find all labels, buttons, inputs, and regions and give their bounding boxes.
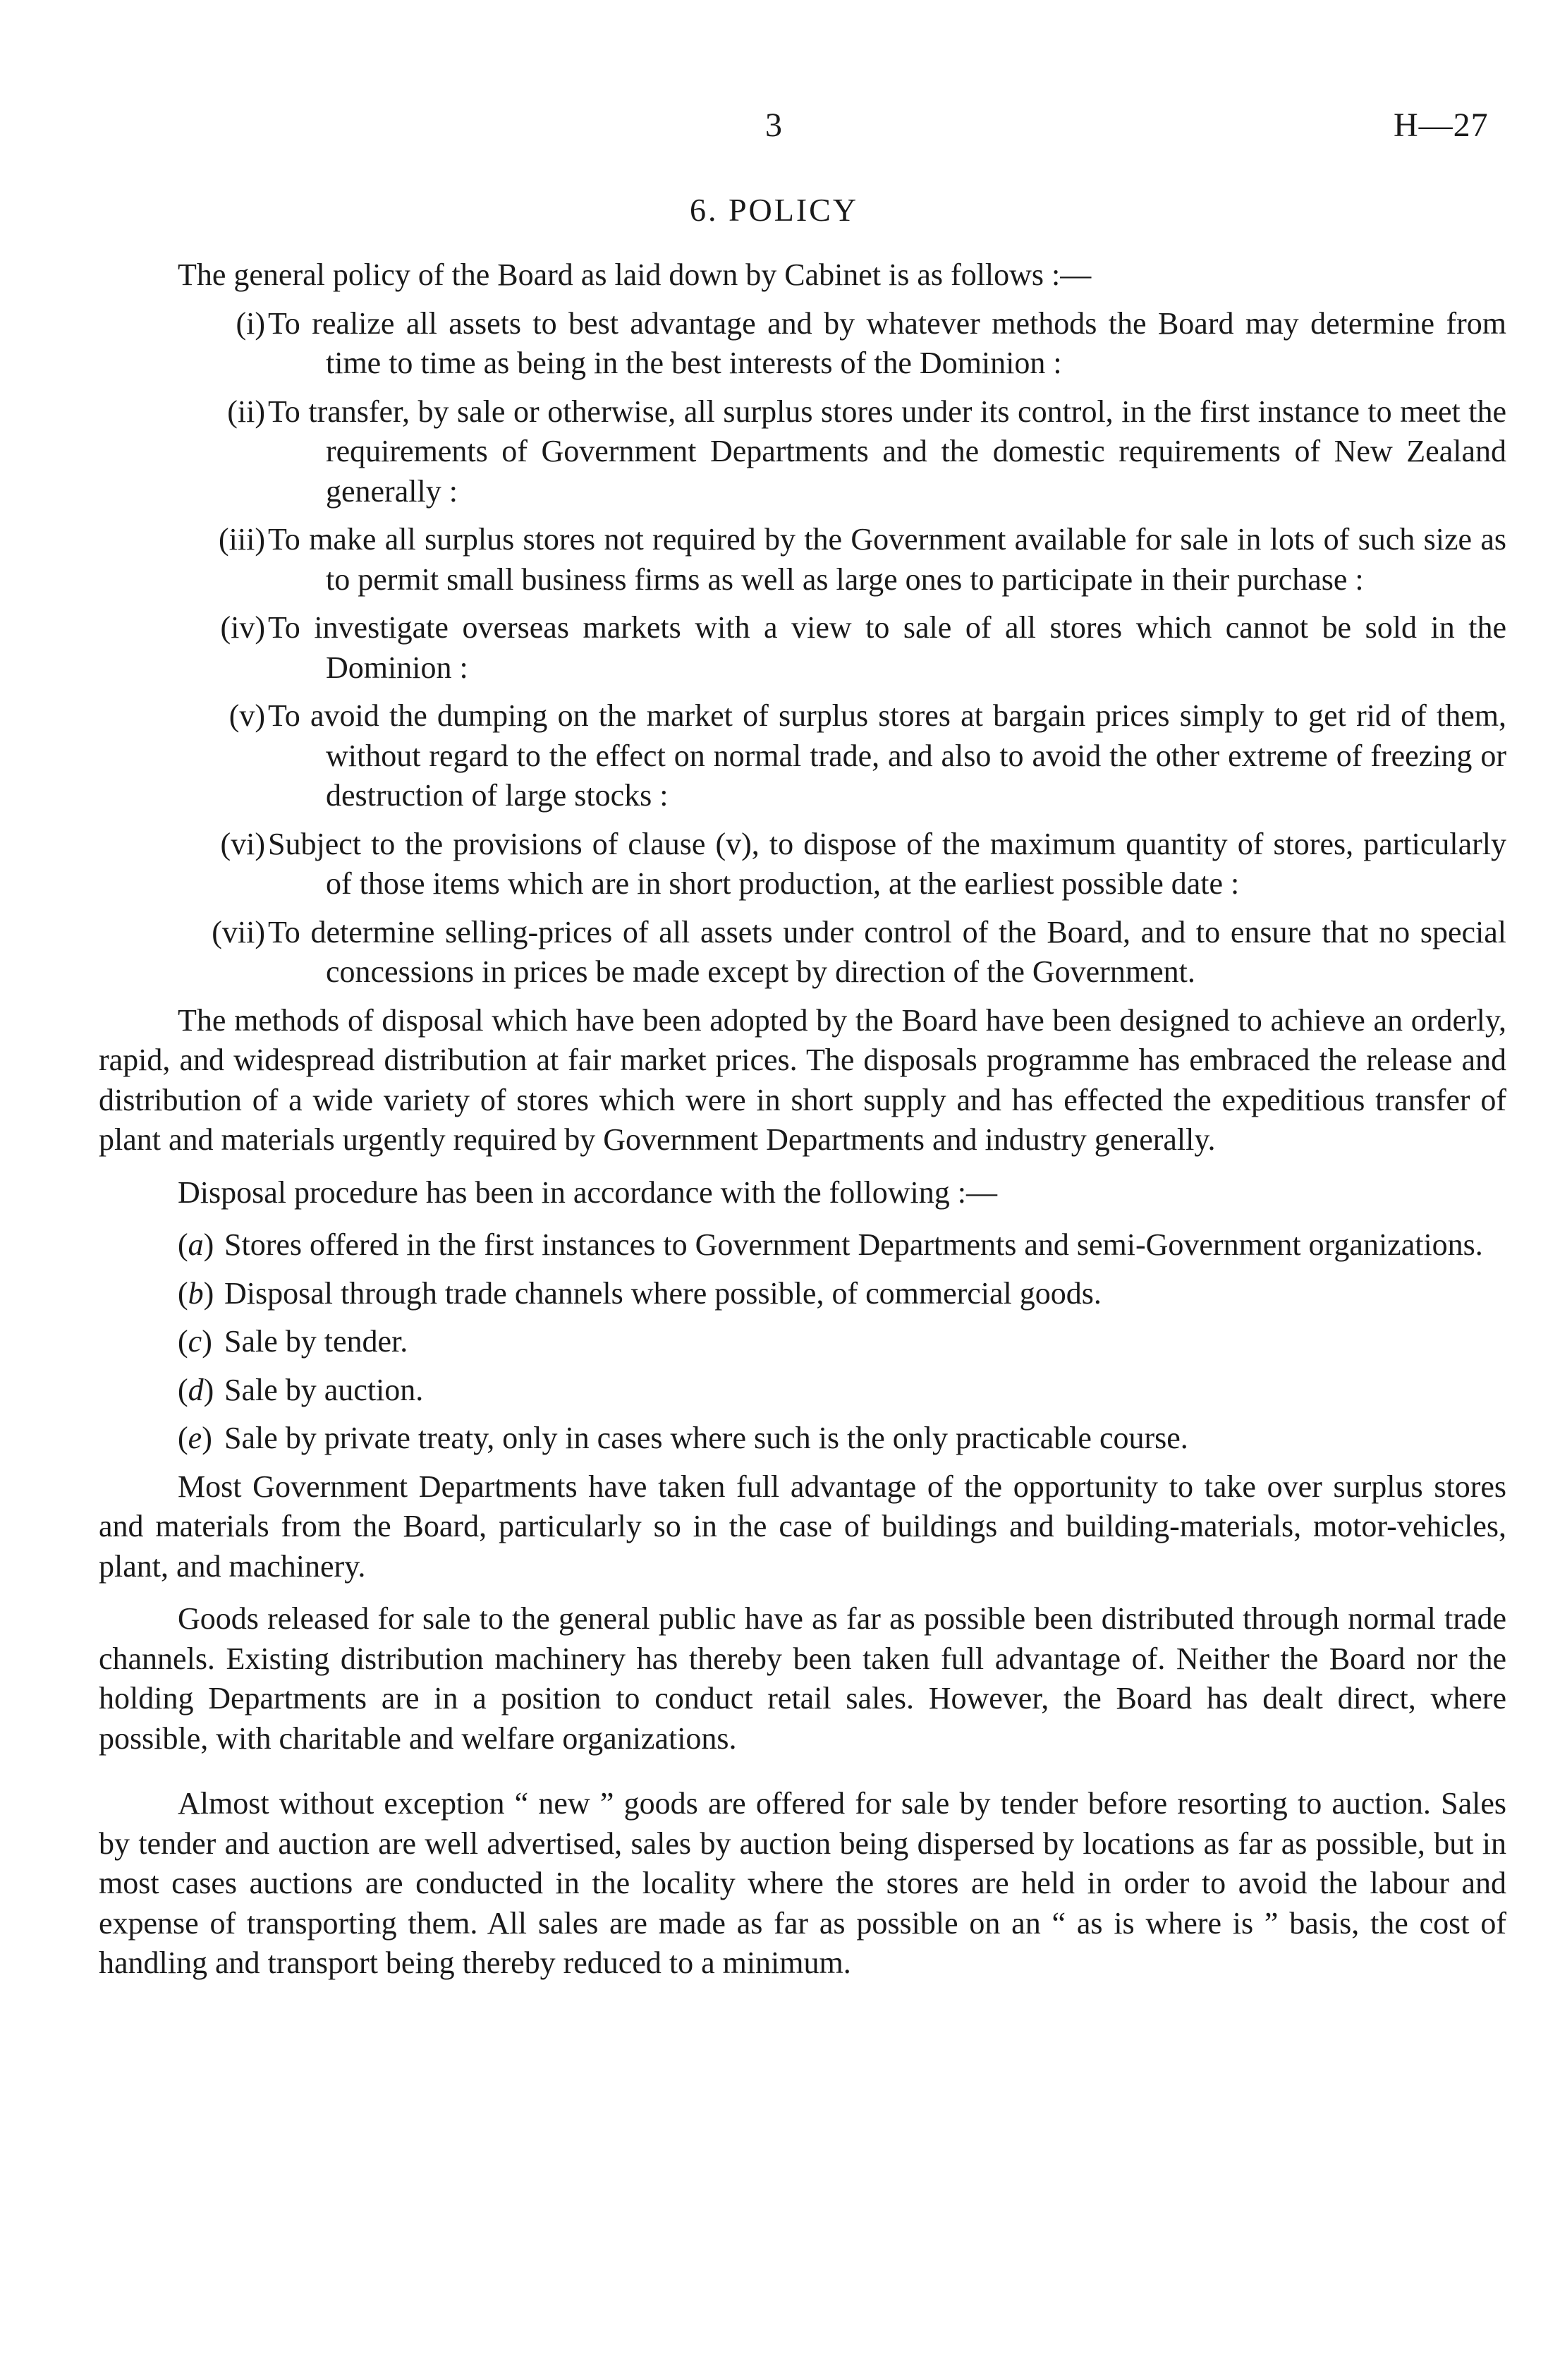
procedure-item-a [99,1225,1506,1265]
policy-item-vi [99,825,1506,904]
policy-item-number: (vii) [212,914,265,949]
procedure-item-text: Stores offered in the first instances to Government Departments and semi-Government organizations. [224,1227,1483,1262]
procedure-item-letter: (e) [178,1421,212,1455]
paragraph-tender: Almost without exception “ new ” goods are offered for sale by tender before resorting to auction. Sales by tender and auction are well advertised, sales by auction being dispersed by locations as far as possible, but in most cases auctions are conducted in the locality where the stores are held in order to avoid the labour and expense of transporting them. All sales are made as far as possible on an “ as is where is ” basis, the cost of handling and transport being thereby reduced to a minimum. [99,1786,1506,1980]
procedure-item-d [99,1371,1506,1411]
policy-item-text: To avoid the dumping on the market of surplus stores at bargain prices simply to get rid of them, without regard to the effect on normal trade, and also to avoid the other extreme of freezing or destruction of large stocks : [268,698,1506,813]
document-reference: H—27 [1394,107,1489,144]
policy-item-iv [99,608,1506,688]
policy-item-number: (v) [228,698,265,733]
policy-intro: The general policy of the Board as laid down by Cabinet is as follows :— [178,257,1092,292]
procedure-item-text: Disposal through trade channels where possible, of commercial goods. [224,1275,1102,1311]
procedure-item-b [99,1274,1506,1314]
paragraph-methods: The methods of disposal which have been adopted by the Board have been designed to achieve an orderly, rapid, and widespread distribution at fair market prices. The disposals programme has embraced the release and distribution of a wide variety of stores which were in short supply and has effected the expeditious transfer of plant and materials urgently required by Government Departments and industry generally. [99,1002,1506,1157]
policy-item-text: To transfer, by sale or otherwise, all surplus stores under its control, in the first instance to meet the requirements of Government Departments and the domestic requirements of New Zealand generally : [268,394,1506,509]
procedure-item-e [99,1419,1506,1459]
policy-item-vii [99,913,1506,992]
procedure-item-letter: (b) [178,1275,214,1311]
procedure-item-text: Sale by private treaty, only in cases where such is the only practicable course. [224,1421,1188,1455]
procedure-item-text: Sale by tender. [224,1324,408,1359]
policy-item-number: (iii) [219,522,265,557]
procedure-item-letter: (a) [178,1227,214,1262]
policy-item-iii [99,520,1506,600]
policy-item-number: (i) [236,305,265,341]
policy-item-text: To realize all assets to best advantage and by whatever methods the Board may determine from time to time as being in the best interests of the Dominion : [268,305,1506,380]
procedure-item-letter: (c) [178,1324,212,1359]
policy-item-v [99,696,1506,816]
policy-item-text: Subject to the provisions of clause (v), to dispose of the maximum quantity of stores, particularly of those items which are in short production, at the earliest possible date : [268,826,1506,901]
page-number: 3 [765,107,782,144]
policy-item-text: To make all surplus stores not required by the Government available for sale in lots of such size as to permit small business firms as well as large ones to participate in their purchase : [268,522,1506,597]
procedure-item-c [99,1322,1506,1362]
policy-item-i [99,304,1506,384]
procedure-item-letter: (d) [178,1372,214,1407]
procedure-item-text: Sale by auction. [224,1372,424,1407]
policy-item-number: (vi) [220,826,265,861]
procedure-intro: Disposal procedure has been in accordance with the following :— [178,1174,997,1210]
policy-item-text: To investigate overseas markets with a view to sale of all stores which cannot be sold in the Dominion : [268,610,1506,685]
paragraph-goods: Goods released for sale to the general public have as far as possible been distributed through normal trade channels. Existing distribution machinery has thereby been taken full advantage of. Neither the Board nor the holding Departments are in a position to conduct retail sales. However, the Board has dealt direct, where possible, with charitable and welfare organizations. [99,1601,1506,1756]
section-title: 6. POLICY [689,192,859,228]
policy-item-ii [99,392,1506,512]
paragraph-departments: Most Government Departments have taken full advantage of the opportunity to take over surplus stores and materials from the Board, particularly so in the case of buildings and building-materials, motor-vehicles, plant, and machinery. [99,1469,1506,1584]
policy-item-number: (ii) [227,394,265,429]
policy-item-text: To determine selling-prices of all assets under control of the Board, and to ensure that no special concessions in prices be made except by direction of the Government. [268,914,1506,989]
policy-item-number: (iv) [220,610,265,645]
document-body [99,255,1506,1984]
